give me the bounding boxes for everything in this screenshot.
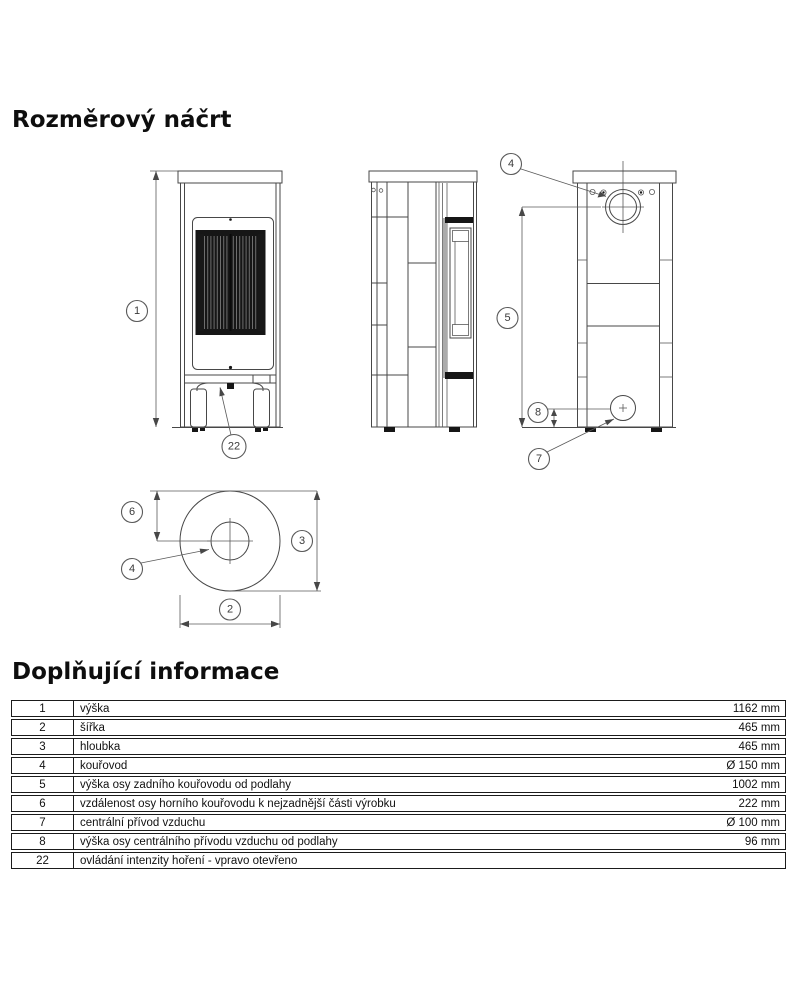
central-air-inlet (611, 396, 636, 421)
front-top-plate (178, 171, 282, 183)
dimensions-table (11, 700, 786, 871)
dimension-line-height (150, 171, 180, 427)
row-description: výška (80, 702, 110, 715)
row-number: 2 (12, 720, 74, 735)
row-value: Ø 100 mm (726, 816, 780, 829)
vent-hole (372, 188, 376, 192)
table-row (11, 814, 786, 831)
row-description: vzdálenost osy horního kouřovodu k nejzadnější části výrobku (80, 797, 396, 810)
row-number: 8 (12, 834, 74, 849)
svg-text:2: 2 (226, 603, 234, 616)
table-row (11, 852, 786, 869)
side-window-frame (450, 228, 471, 338)
callout-6 (122, 502, 143, 523)
front-foot-right (254, 389, 270, 427)
back-top-plate (573, 171, 676, 183)
svg-text:8: 8 (534, 406, 542, 419)
table-row (11, 833, 786, 850)
callout-1 (127, 301, 148, 322)
flue-collar (602, 183, 644, 233)
row-description: centrální přívod vzduchu (80, 816, 206, 829)
svg-text:3: 3 (298, 535, 306, 547)
row-number: 5 (12, 777, 74, 792)
row-value: Ø 150 mm (726, 759, 780, 772)
callout-2 (220, 599, 241, 620)
svg-text:1: 1 (133, 305, 141, 317)
callout-7 (529, 449, 550, 470)
firebox-window (196, 230, 266, 335)
side-glass-strip (443, 218, 447, 378)
bolt-hole (649, 189, 654, 194)
row-number: 1 (12, 701, 74, 716)
row-value: 1002 mm (732, 778, 780, 791)
side-view (369, 171, 477, 432)
front-view (150, 171, 283, 435)
row-number: 22 (12, 853, 74, 868)
front-foot-left (191, 389, 207, 427)
side-top-plate (369, 171, 477, 182)
table-row (11, 719, 786, 736)
table-row (11, 700, 786, 717)
top-flue-circle (207, 518, 253, 564)
row-description: výška osy zadního kouřovodu od podlahy (80, 778, 291, 791)
row-number: 7 (12, 815, 74, 830)
row-value (780, 853, 785, 868)
row-description: výška osy centrálního přívodu vzduchu od podlahy (80, 835, 338, 848)
row-number: 3 (12, 739, 74, 754)
row-number: 4 (12, 758, 74, 773)
vent-hole (379, 189, 383, 193)
row-value: 1162 mm (732, 702, 780, 715)
row-value: 465 mm (738, 740, 780, 753)
table-row (11, 757, 786, 774)
svg-text:22: 22 (227, 440, 241, 453)
row-number: 6 (12, 796, 74, 811)
table-row (11, 738, 786, 755)
callout-4-back (501, 154, 522, 175)
dimension-line-flue-axis (519, 207, 601, 427)
callout-5 (497, 308, 518, 329)
callout-22 (222, 435, 246, 459)
section-title-additional-info: Doplňující informace (12, 659, 280, 685)
svg-text:6: 6 (128, 506, 136, 518)
row-description: ovládání intenzity hoření - vpravo otevřeno (80, 854, 298, 867)
dimension-line-air-axis (548, 409, 611, 427)
back-body (578, 183, 673, 427)
table-row (11, 776, 786, 793)
svg-text:4: 4 (128, 563, 136, 575)
callout-4-top (122, 559, 143, 580)
row-value: 465 mm (738, 721, 780, 734)
row-description: kouřovod (80, 759, 128, 772)
dimension-line-flue-offset (150, 491, 317, 541)
table-row (11, 795, 786, 812)
row-description: šířka (80, 721, 105, 734)
svg-text:5: 5 (504, 312, 511, 324)
row-value: 96 mm (744, 835, 780, 848)
section-title-dimensional-sketch: Rozměrový náčrt (12, 107, 232, 133)
svg-text:4: 4 (507, 158, 515, 170)
callout-8 (528, 403, 548, 423)
callout-3 (292, 531, 313, 552)
svg-text:7: 7 (535, 453, 543, 465)
row-description: hloubka (80, 740, 121, 753)
row-value: 222 mm (738, 797, 780, 810)
